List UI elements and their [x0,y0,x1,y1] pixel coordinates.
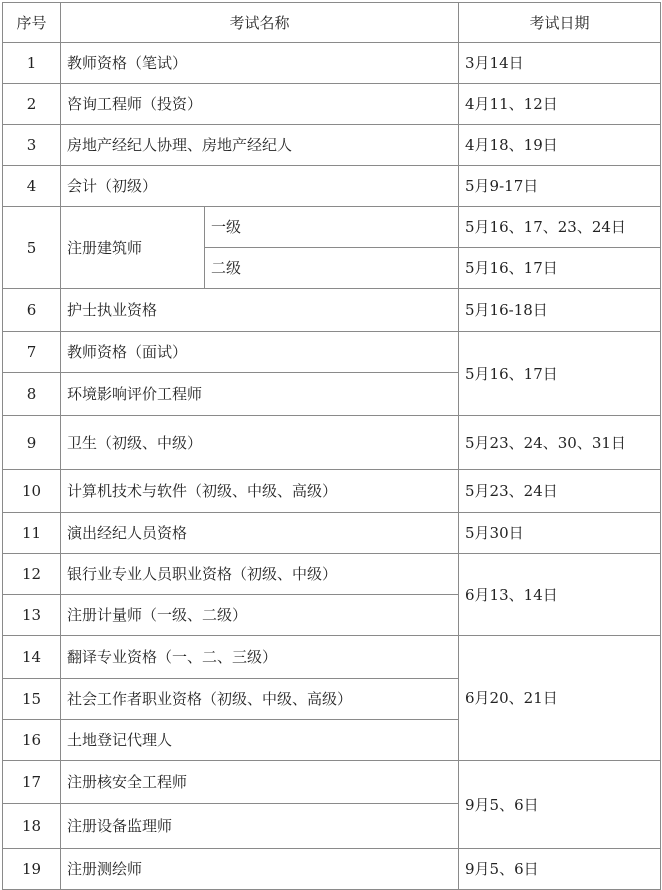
row-index: 18 [3,804,61,849]
exam-date: 6月13、14日 [459,554,661,636]
exam-name: 房地产经纪人协理、房地产经纪人 [61,125,459,166]
table-row [3,125,661,166]
exam-name: 环境影响评价工程师 [61,373,459,416]
table-row [3,849,661,890]
exam-date: 5月16、17日 [459,248,661,289]
exam-date: 9月5、6日 [459,849,661,890]
exam-name: 教师资格（面试） [61,332,459,373]
row-index: 4 [3,166,61,207]
exam-date: 3月14日 [459,43,661,84]
exam-name: 卫生（初级、中级） [61,416,459,470]
exam-level: 一级 [205,207,459,248]
row-index: 17 [3,761,61,804]
exam-name: 注册核安全工程师 [61,761,459,804]
row-index: 3 [3,125,61,166]
exam-date: 5月9-17日 [459,166,661,207]
exam-date: 5月23、24、30、31日 [459,416,661,470]
row-index: 14 [3,636,61,679]
exam-date: 5月23、24日 [459,470,661,513]
exam-name: 注册计量师（一级、二级） [61,595,459,636]
table-row [3,43,661,84]
table-row [3,207,661,248]
exam-name: 护士执业资格 [61,289,459,332]
exam-name: 演出经纪人员资格 [61,513,459,554]
exam-name: 注册测绘师 [61,849,459,890]
row-index: 7 [3,332,61,373]
exam-name: 教师资格（笔试） [61,43,459,84]
row-index: 1 [3,43,61,84]
exam-name: 注册建筑师 [61,207,205,289]
exam-name: 翻译专业资格（一、二、三级） [61,636,459,679]
table-row [3,416,661,470]
table-row [3,289,661,332]
header-exam-date: 考试日期 [459,3,661,43]
row-index: 9 [3,416,61,470]
header-row [3,3,661,43]
table-row [3,554,661,595]
table-row [3,513,661,554]
row-index: 6 [3,289,61,332]
row-index: 19 [3,849,61,890]
exam-name: 咨询工程师（投资） [61,84,459,125]
row-index: 8 [3,373,61,416]
exam-name: 土地登记代理人 [61,720,459,761]
header-index: 序号 [3,3,61,43]
table-row [3,166,661,207]
row-index: 2 [3,84,61,125]
exam-date: 5月16、17日 [459,332,661,416]
exam-name: 计算机技术与软件（初级、中级、高级） [61,470,459,513]
table-row [3,470,661,513]
exam-schedule-table [2,2,661,890]
exam-name: 银行业专业人员职业资格（初级、中级） [61,554,459,595]
exam-date: 5月30日 [459,513,661,554]
exam-level: 二级 [205,248,459,289]
row-index: 12 [3,554,61,595]
exam-date: 6月20、21日 [459,636,661,761]
row-index: 15 [3,679,61,720]
row-index: 10 [3,470,61,513]
exam-date: 4月18、19日 [459,125,661,166]
exam-name: 社会工作者职业资格（初级、中级、高级） [61,679,459,720]
row-index: 11 [3,513,61,554]
table-row [3,332,661,373]
exam-name: 会计（初级） [61,166,459,207]
exam-date: 5月16、17、23、24日 [459,207,661,248]
exam-date: 9月5、6日 [459,761,661,849]
table-row [3,761,661,804]
table-row [3,84,661,125]
exam-date: 5月16-18日 [459,289,661,332]
header-exam-name: 考试名称 [61,3,459,43]
exam-date: 4月11、12日 [459,84,661,125]
exam-name: 注册设备监理师 [61,804,459,849]
row-index: 5 [3,207,61,289]
row-index: 16 [3,720,61,761]
row-index: 13 [3,595,61,636]
table-row [3,636,661,679]
